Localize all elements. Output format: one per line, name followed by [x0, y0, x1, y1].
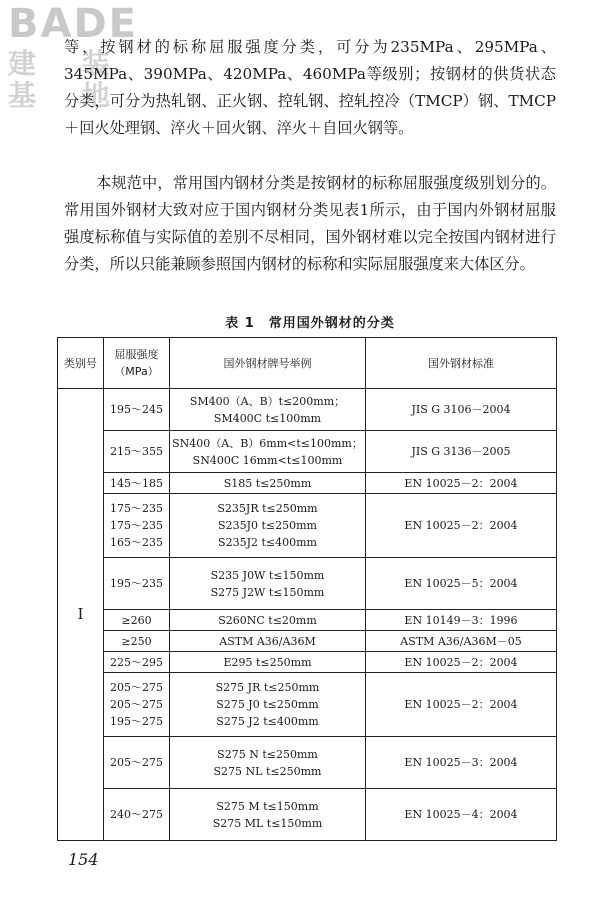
header-yield-line2: （MPa）	[114, 365, 159, 378]
table-row	[58, 610, 557, 631]
yield-strength-cell	[104, 789, 170, 841]
steel-grade-cell	[170, 558, 366, 610]
steel-grade-cell	[170, 789, 366, 841]
header-grade: 国外钢材牌号举例	[170, 338, 366, 389]
category-cell: I	[58, 389, 104, 841]
standard-cell: EN 10025－2：2004	[366, 673, 557, 737]
yield-strength-line: 205～275	[110, 681, 163, 694]
table-caption-title: 常用国外钢材的分类	[268, 316, 395, 331]
table-caption	[64, 312, 556, 331]
steel-grade-line: S275 M t≤150mm	[216, 799, 319, 813]
yield-strength-line: 195～235	[110, 577, 163, 590]
standard-cell: EN 10025－2：2004	[366, 494, 557, 558]
steel-grade-line: S275 J2W t≤150mm	[210, 585, 325, 599]
page-number: 154	[68, 850, 99, 869]
yield-strength-cell	[104, 652, 170, 673]
yield-strength-cell	[104, 558, 170, 610]
steel-grade-line: SM400C t≤100mm	[213, 411, 322, 425]
steel-grade-line: S235JR t≤250mm	[217, 502, 318, 515]
yield-strength-line: 240～275	[110, 808, 163, 821]
yield-strength-cell	[104, 389, 170, 431]
yield-strength-cell	[104, 673, 170, 737]
foreign-steel-table	[57, 337, 557, 841]
yield-strength-line: 195～245	[110, 403, 163, 416]
steel-grade-cell	[170, 631, 366, 652]
yield-strength-cell	[104, 494, 170, 558]
table-row	[58, 737, 557, 789]
yield-strength-line: ≥250	[121, 634, 152, 648]
table-row	[58, 631, 557, 652]
yield-strength-line: 175～235	[110, 502, 163, 515]
yield-strength-cell	[104, 473, 170, 494]
yield-strength-line: 165～235	[110, 536, 163, 549]
yield-strength-line: 215～355	[110, 445, 163, 458]
table-row	[58, 673, 557, 737]
standard-cell: EN 10025－2：2004	[366, 652, 557, 673]
yield-strength-line: 205～275	[110, 698, 163, 711]
standard-cell: JIS G 3106－2004	[366, 389, 557, 431]
standard-cell: EN 10025－4：2004	[366, 789, 557, 841]
header-yield-line1: 屈服强度	[114, 348, 159, 361]
steel-grade-line: ASTM A36/A36M	[219, 634, 316, 648]
yield-strength-line: 175～235	[110, 519, 163, 532]
standard-cell: EN 10025－2：2004	[366, 473, 557, 494]
watermark-brand: BADE	[8, 1, 138, 47]
steel-grade-cell	[170, 494, 366, 558]
table-caption-number: 表 1	[225, 316, 255, 331]
standard-cell: JIS G 3136－2005	[366, 431, 557, 473]
steel-grade-line: S275 N t≤250mm	[217, 747, 318, 761]
table-row	[58, 558, 557, 610]
watermark-subtitle: 建 装 基 地	[8, 47, 128, 112]
steel-grade-cell	[170, 431, 366, 473]
steel-grade-line: SN400C 16mm<t≤100mm	[192, 453, 343, 467]
standard-cell: EN 10025－5：2004	[366, 558, 557, 610]
yield-strength-line: 225～295	[110, 655, 163, 669]
table-row	[58, 789, 557, 841]
standard-cell: EN 10025－3：2004	[366, 737, 557, 789]
steel-grade-cell	[170, 737, 366, 789]
standard-cell: EN 10149－3：1996	[366, 610, 557, 631]
paragraph-code-description: 本规范中，常用国内钢材分类是按钢材的标称屈服强度级别划分的。常用国外钢材大致对应于国内钢材分类见表1所示，由于国内外钢材屈服强度标称值与实际值的差别不尽相同，国外钢材难以完全按国内钢材进行分类，所以只能兼顾参照国内钢材的标称和实际屈服强度来大体区分。	[64, 174, 556, 273]
yield-strength-cell	[104, 610, 170, 631]
steel-grade-line: S235 J0W t≤150mm	[210, 568, 325, 582]
yield-strength-line: 205～275	[110, 756, 163, 769]
steel-grade-line: S275 J2 t≤400mm	[216, 715, 319, 728]
table-row	[58, 431, 557, 473]
table-row	[58, 494, 557, 558]
steel-grade-line: S275 JR t≤250mm	[215, 681, 320, 694]
yield-strength-cell	[104, 631, 170, 652]
table-header-row	[58, 338, 557, 389]
table-row	[58, 389, 557, 431]
table-row	[58, 652, 557, 673]
yield-strength-cell	[104, 431, 170, 473]
steel-grade-line: S185 t≤250mm	[223, 476, 312, 490]
steel-grade-line: S260NC t≤20mm	[218, 613, 317, 627]
steel-grade-line: SN400（A、B）6mm<t≤100mm；	[172, 436, 363, 450]
standard-cell: ASTM A36/A36M－05	[366, 631, 557, 652]
steel-grade-cell	[170, 673, 366, 737]
yield-strength-line: 145～185	[110, 476, 163, 490]
steel-grade-line: S275 NL t≤250mm	[213, 764, 322, 778]
yield-strength-line: 195～275	[110, 715, 163, 728]
table-row	[58, 473, 557, 494]
steel-grade-line: S275 J0 t≤250mm	[216, 698, 319, 711]
paragraph-steel-classification: 等，按钢材的标称屈服强度分类，可分为235MPa、295MPa、345MPa、390MPa、420MPa、460MPa等级别；按钢材的供货状态分类，可分为热轧钢、正火钢、控轧钢、控轧控冷（TMCP）钢、TMCP＋回火处理钢、淬火＋回火钢、淬火＋自回火钢等。	[64, 38, 556, 137]
header-standard: 国外钢材标准	[366, 338, 557, 389]
yield-strength-cell	[104, 737, 170, 789]
steel-grade-line: S235J0 t≤250mm	[218, 519, 317, 532]
steel-grade-line: E295 t≤250mm	[223, 655, 312, 669]
steel-grade-cell	[170, 389, 366, 431]
header-category: 类别号	[58, 338, 104, 389]
header-yield-strength	[104, 338, 170, 389]
steel-grade-line: S235J2 t≤400mm	[218, 536, 317, 549]
steel-grade-cell	[170, 610, 366, 631]
steel-grade-line: S275 ML t≤150mm	[212, 816, 323, 830]
steel-grade-line: SM400（A、B）t≤200mm；	[189, 394, 346, 408]
steel-grade-cell	[170, 473, 366, 494]
steel-grade-cell	[170, 652, 366, 673]
table-body	[58, 389, 557, 841]
yield-strength-line: ≥260	[121, 613, 152, 627]
